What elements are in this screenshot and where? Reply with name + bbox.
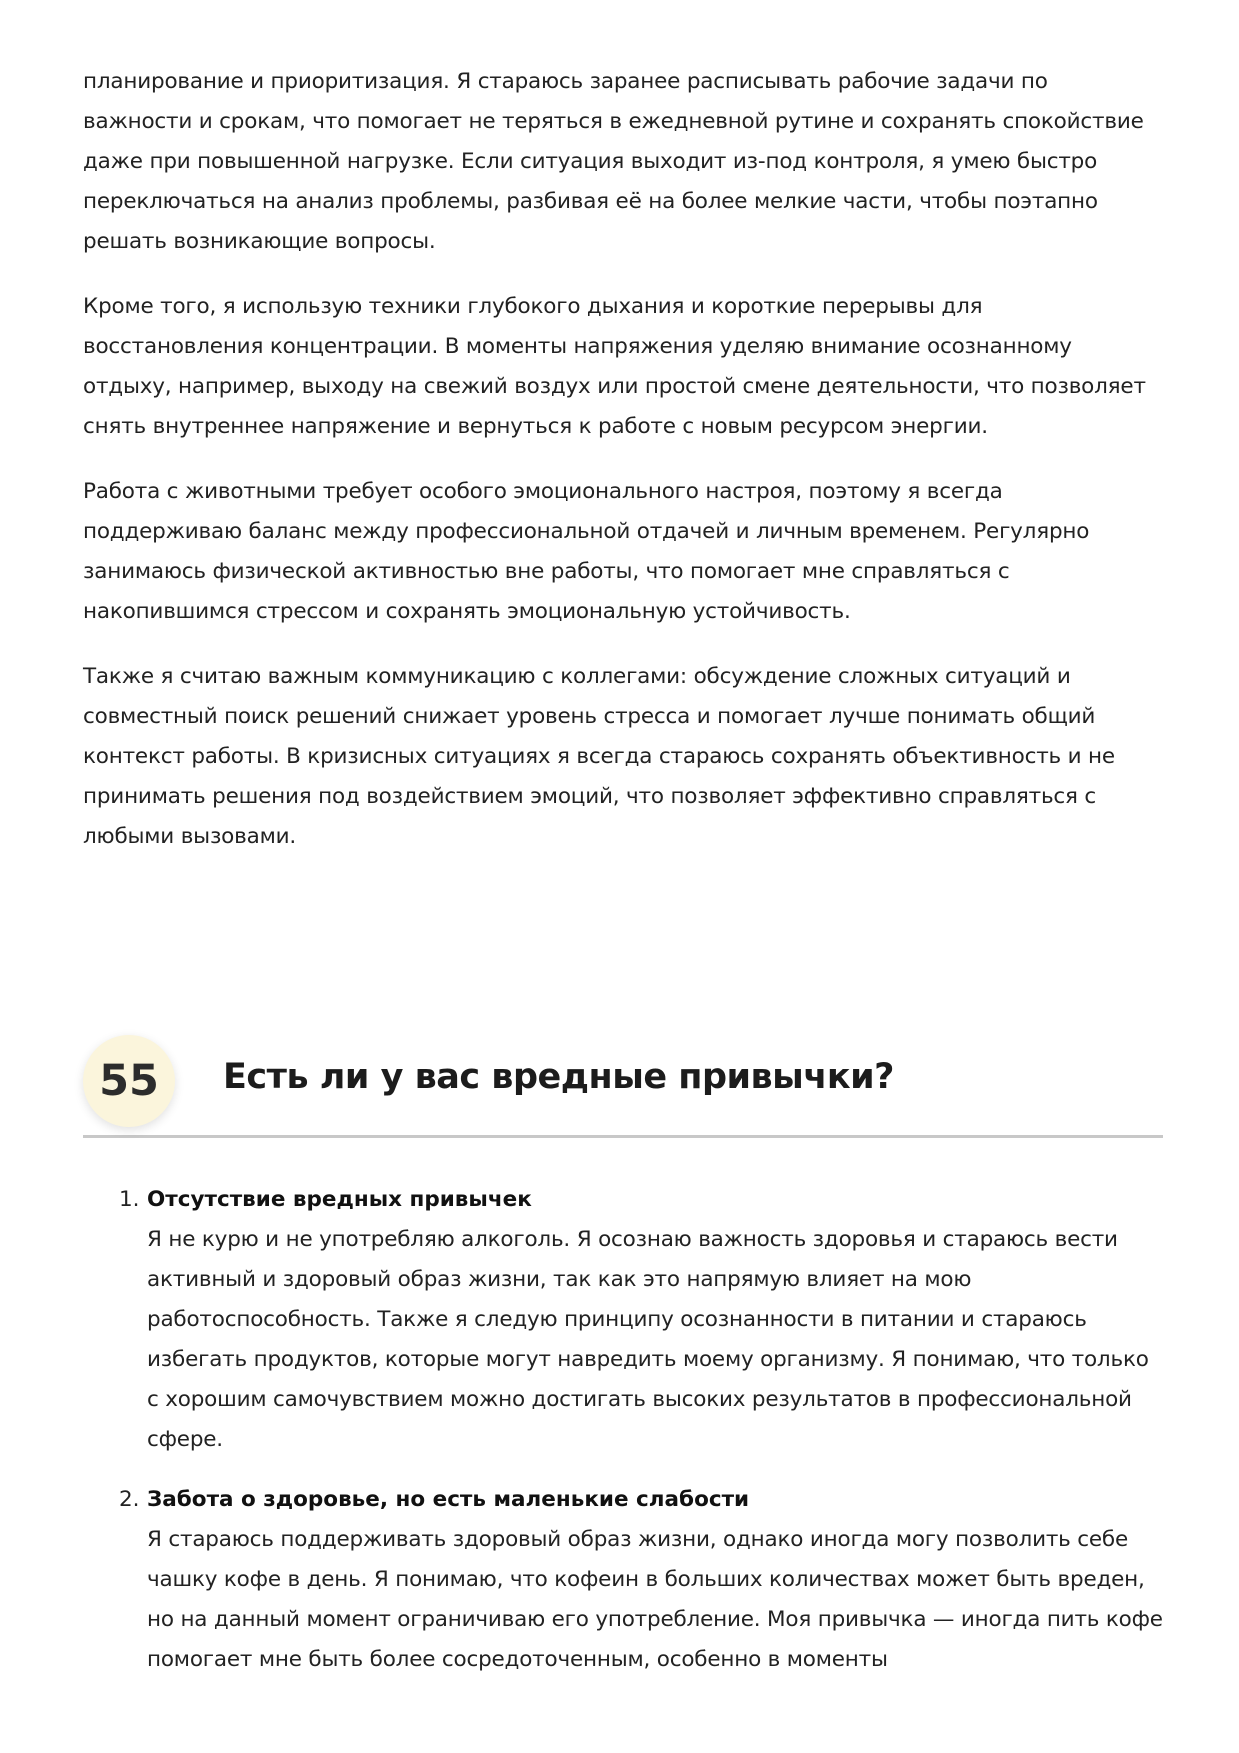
- question-number-badge: 55: [83, 1035, 175, 1127]
- answer-list: [83, 1180, 1163, 1700]
- list-item-number: 1.: [119, 1187, 140, 1212]
- paragraph: Кроме того, я использую техники глубокого дыхания и короткие перерывы для восстановления концентрации. В моменты напряжения уделяю внимание осознанному отдыху, например, выходу на свежий воздух или простой смене деятельности, что позволяет снять внутреннее напряжение и вернуться к работе с новым ресурсом энергии.: [83, 294, 1146, 439]
- intro-text: [83, 62, 1163, 882]
- list-item-text: Я не курю и не употребляю алкоголь. Я осознаю важность здоровья и стараюсь вести активный и здоровый образ жизни, так как это напрямую влияет на мою работоспособность. Также я следую принципу осознанности в питании и стараюсь избегать продуктов, которые могут навредить моему организму. Я понимаю, что только с хорошим самочувствием можно достигать высоких результатов в профессиональной сфере.: [147, 1227, 1149, 1452]
- list-item: [83, 1180, 1163, 1460]
- paragraph: Работа с животными требует особого эмоционального настроя, поэтому я всегда поддерживаю баланс между профессиональной отдачей и личным временем. Регулярно занимаюсь физической активностью вне работы, что помогает мне справляться с накопившимся стрессом и сохранять эмоциональную устойчивость.: [83, 479, 1090, 624]
- list-item-title: Забота о здоровье, но есть маленькие слабости: [147, 1487, 750, 1512]
- question-header: [83, 1035, 1163, 1138]
- list-item-text: Я стараюсь поддерживать здоровый образ жизни, однако иногда могу позволить себе чашку кофе в день. Я понимаю, что кофеин в больших количествах может быть вреден, но на данный момент ограничиваю его употребление. Моя привычка — иногда пить кофе помогает мне быть более сосредоточенным, особенно в моменты: [147, 1527, 1163, 1672]
- list-item: [83, 1480, 1163, 1680]
- paragraph: Также я считаю важным коммуникацию с коллегами: обсуждение сложных ситуаций и совместный поиск решений снижает уровень стресса и помогает лучше понимать общий контекст работы. В кризисных ситуациях я всегда стараюсь сохранять объективность и не принимать решения под воздействием эмоций, что позволяет эффективно справляться с любыми вызовами.: [83, 664, 1115, 849]
- question-title: Есть ли у вас вредные привычки?: [223, 1057, 894, 1097]
- list-item-title: Отсутствие вредных привычек: [147, 1187, 532, 1212]
- list-item-number: 2.: [119, 1487, 140, 1512]
- paragraph: планирование и приоритизация. Я стараюсь заранее расписывать рабочие задачи по важности и срокам, что помогает не теряться в ежедневной рутине и сохранять спокойствие даже при повышенной нагрузке. Если ситуация выходит из-под контроля, я умею быстро переключаться на анализ проблемы, разбивая её на более мелкие части, чтобы поэтапно решать возникающие вопросы.: [83, 69, 1144, 254]
